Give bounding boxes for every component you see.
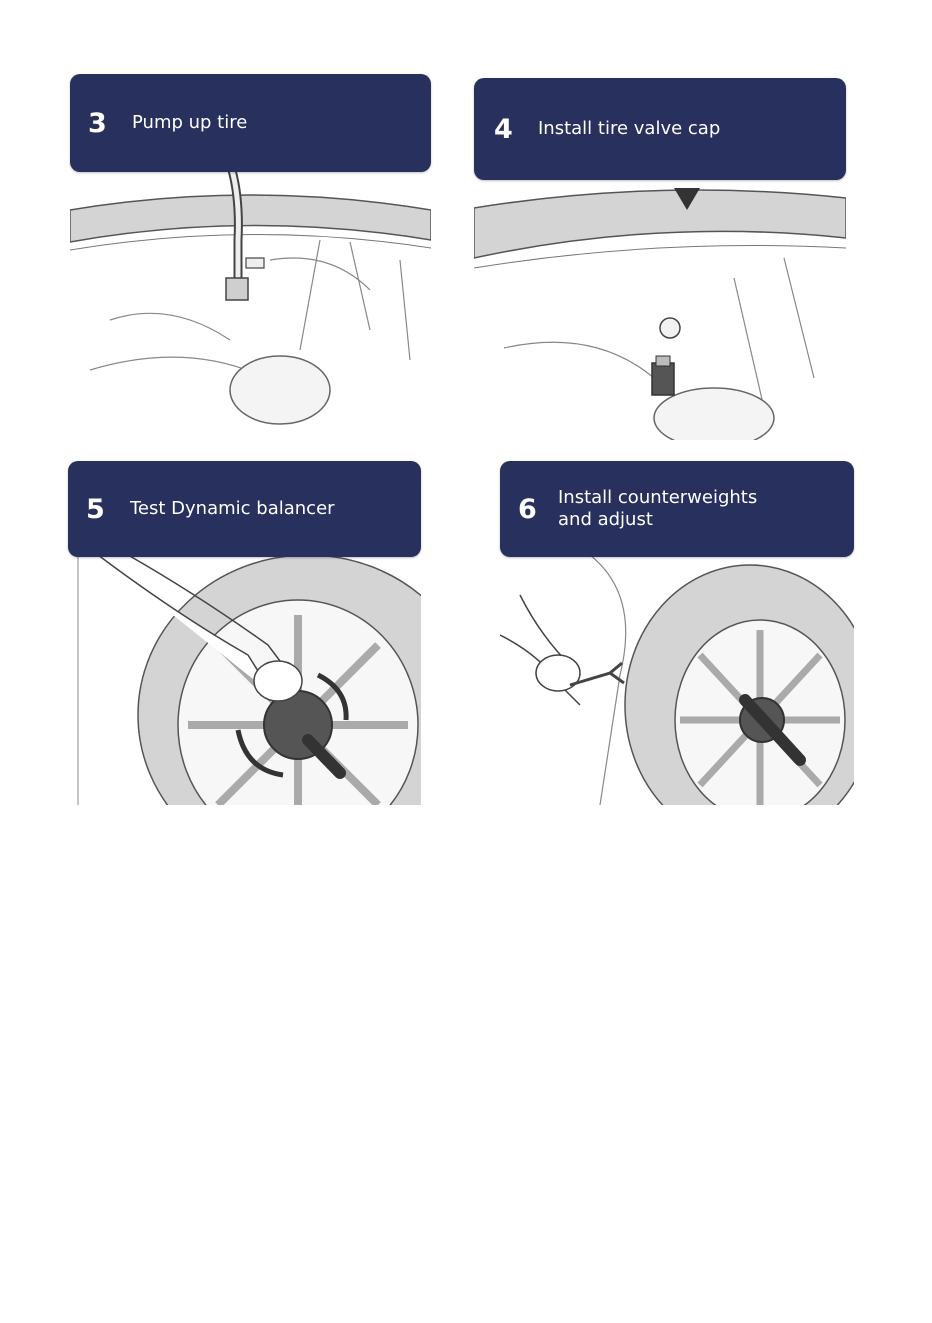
step-label: Install tire valve cap	[538, 118, 721, 139]
step-3-panel	[70, 74, 431, 426]
step-number: 5	[86, 493, 105, 525]
step-5-panel	[68, 461, 421, 805]
step-3-banner	[70, 74, 431, 172]
valve-cap-illustration	[474, 178, 846, 440]
step-label: Pump up tire	[132, 112, 248, 133]
pump-tire-illustration	[70, 170, 431, 426]
balancer-test-illustration	[68, 555, 421, 805]
step-5-banner	[68, 461, 421, 557]
step-label: Install counterweights and adjust	[558, 487, 758, 530]
step-6-panel	[500, 461, 854, 805]
step-number: 4	[494, 113, 513, 145]
step-number: 6	[518, 493, 537, 525]
step-4-banner	[474, 78, 846, 180]
step-6-banner	[500, 461, 854, 557]
step-number: 3	[88, 107, 107, 139]
step-4-panel	[474, 78, 846, 440]
counterweights-illustration	[500, 555, 854, 805]
step-label: Test Dynamic balancer	[130, 498, 335, 519]
